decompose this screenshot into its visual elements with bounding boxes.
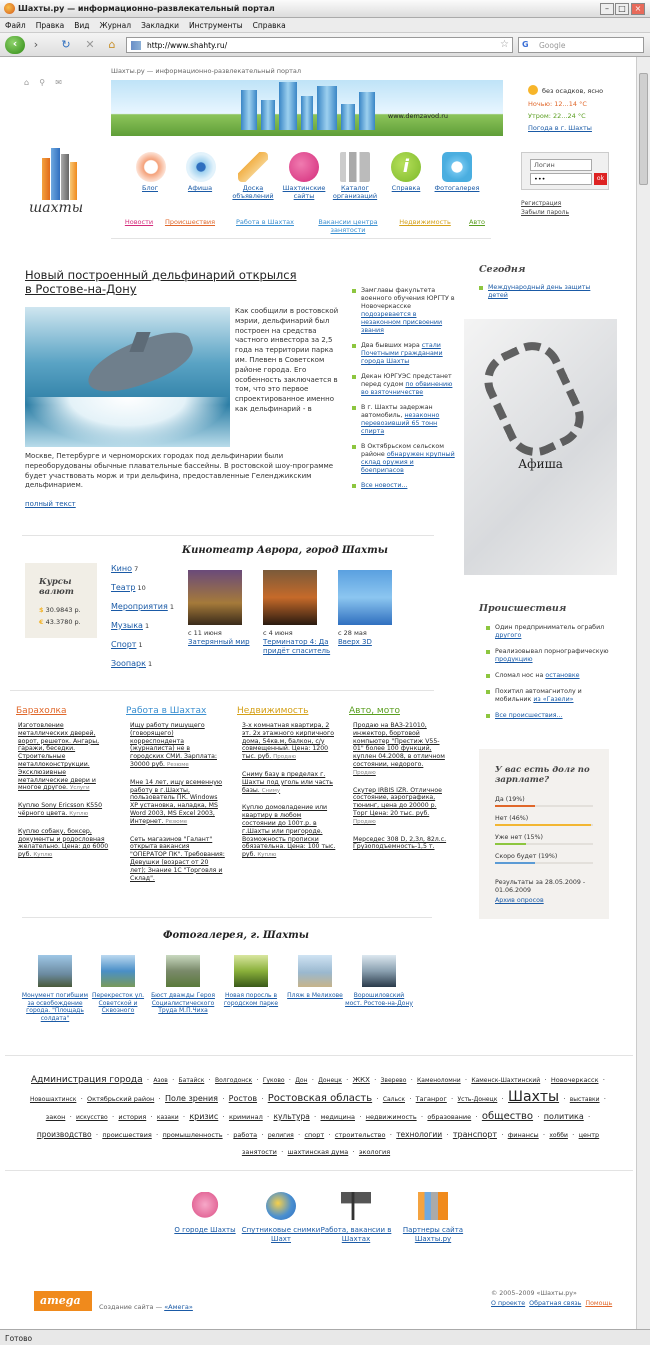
- tag-link[interactable]: шахтинская дума: [287, 1148, 349, 1156]
- side-news-link[interactable]: подозревается в незаконном присвоении звания: [361, 311, 443, 334]
- tag-link[interactable]: Администрация города: [31, 1075, 143, 1085]
- afisha-category-link[interactable]: Спорт: [111, 640, 137, 649]
- tag-link[interactable]: Новошахтинск: [29, 1096, 77, 1103]
- poll-option-track: [495, 843, 593, 845]
- poll-option-bar: [495, 824, 591, 826]
- movie-date: с 4 июня: [263, 629, 293, 637]
- gallery-title: Фотогалерея, г. Шахты: [163, 930, 309, 941]
- tag-cloud: Администрация города · Азов · Батайск · Волгодонск · Гуково · Дон · Донецк · ЖКХ · Зверево · Каменоломни · Каменск-Шахтинский · Новочеркасск · Новошахтинск · Октябрьский район · Поле зрения · Ростов · Ростовская область · Сальск · Таганрог · Усть-Донецк · Шахты · выставки · закон · искусство · история · казаки · кризис · криминал · культура · медицина · недвижимость · образование · общество · политика · производство · происшествия · промышленность · работа · религия · спорт · строительство · технологии · транспорт · финансы · хобби · центр занятости · шахтинская дума · экология: [29, 1075, 607, 1156]
- side-news-item: В г. Шахты задержан автомобиль, незаконно перевозивший 65 тонн спирта: [352, 404, 457, 436]
- register-link[interactable]: Регистрация: [521, 200, 562, 207]
- poster-up[interactable]: [338, 570, 392, 625]
- tag-link[interactable]: образование: [427, 1113, 472, 1121]
- classified-heading[interactable]: Недвижимость: [237, 706, 309, 716]
- tag-link[interactable]: кризис: [189, 1112, 219, 1121]
- incidents-list: [486, 624, 614, 728]
- window-title: Шахты.ру — информационно-развлекательный портал: [18, 4, 275, 13]
- weather-night: Ночью: 12...14 °C: [528, 100, 587, 108]
- tag-link[interactable]: история: [118, 1113, 147, 1121]
- site-logo[interactable]: [24, 140, 94, 215]
- close-window-button[interactable]: ×: [631, 3, 645, 15]
- menu-view[interactable]: Вид: [74, 21, 90, 30]
- afisha-category: [111, 582, 181, 594]
- gallery-caption[interactable]: Перекресток ул. Советской и Сквозного: [91, 992, 145, 1014]
- classified-item[interactable]: Ищу работу пишущего (говорящего) корреспондента (журналиста) не в городских СМИ. Зарплата: 30000 руб. Резюме: [130, 722, 217, 768]
- afisha-category: [111, 639, 181, 651]
- classified-item[interactable]: Продаю на ВАЗ-21010, инжектор, бортовой компьютер "Престиж V55-01" более 100 функций, куплен 04.2008, в отличном состоянии, недорого. Продаю: [353, 722, 445, 776]
- maximize-button[interactable]: □: [615, 3, 629, 15]
- tag-link[interactable]: Азов: [153, 1077, 168, 1084]
- story-text-bottom: Москве, Петербурге и черноморских городах под дельфинарии были переоборудованы обычные плавательные бассейны. В ростовской шоу-программе будет участвовать морж и три дельфина, предоставленные Геленджикским дельфинарием.: [25, 452, 334, 490]
- afisha-category-count: 10: [135, 584, 146, 592]
- tag-link[interactable]: политика: [543, 1112, 584, 1121]
- minimize-button[interactable]: –: [600, 3, 614, 15]
- forward-icon[interactable]: ›: [33, 38, 39, 51]
- tool-catalog[interactable]: Каталог организаций: [332, 184, 378, 200]
- menu-edit[interactable]: Правка: [35, 21, 65, 30]
- globe-icon[interactable]: [266, 1192, 296, 1220]
- eye-icon[interactable]: [186, 152, 216, 182]
- poll-box: [479, 749, 609, 919]
- classified-item[interactable]: Куплю Sony Ericsson K550 чёрного цвета. Куплю: [18, 802, 103, 817]
- gallery-caption[interactable]: Новая поросль в городском парке: [223, 992, 279, 1007]
- gallery-photo[interactable]: [234, 955, 268, 987]
- cat-news[interactable]: Новости: [124, 218, 154, 226]
- movie-date: с 11 июня: [188, 629, 222, 637]
- classified-column: [130, 722, 225, 891]
- story-text-side: Как сообщили в ростовской мэрии, дельфинарий был построен на средства частного инвестора за 2,5 года на территории парка им. Плевен в Советском районе города. Его особенность заключается в том, что это первое спроектированное именно как дельфинарий - в: [235, 307, 339, 413]
- incident-item: Сломал нос на остановке: [486, 672, 614, 680]
- tool-board[interactable]: Доска объявлений: [232, 184, 274, 200]
- side-news-item: Замглавы факультета военного обучения ЮРГТУ в Новочеркасске подозревается в незаконном присвоении звания: [352, 287, 457, 335]
- side-news-list: [352, 287, 457, 497]
- gallery-photo[interactable]: [101, 955, 135, 987]
- tag-link[interactable]: общество: [481, 1111, 534, 1122]
- all-incidents-item: Все происшествия...: [486, 712, 614, 720]
- password-input[interactable]: •••: [530, 173, 592, 185]
- all-news-item: [352, 482, 457, 490]
- classified-tag: Резюме: [167, 761, 189, 768]
- tag-link[interactable]: Октябрьский район: [87, 1095, 155, 1103]
- tag-link[interactable]: промышленность: [162, 1131, 223, 1139]
- classified-item[interactable]: Скутер IRBIS IZR. Отличное состояние, аэрографика, тюнинг, цена до 20000 р. Торг Цена: 20 тыс. руб. Продаю: [353, 786, 442, 825]
- gallery-caption[interactable]: Пляж в Мелихове: [287, 992, 343, 999]
- side-news-link[interactable]: обнаружен крупный склад оружия и боеприпасов: [361, 451, 455, 474]
- tag-link[interactable]: закон: [45, 1113, 66, 1121]
- classified-tag: Услуги: [69, 785, 90, 792]
- afisha-category-count: 1: [136, 641, 143, 649]
- classified-column: [18, 722, 113, 869]
- tag-link[interactable]: транспорт: [452, 1130, 498, 1139]
- gallery-photo[interactable]: [166, 955, 200, 987]
- afisha-category-link[interactable]: Театр: [111, 583, 136, 592]
- search-placeholder: Google: [539, 41, 566, 50]
- site-favicon: [131, 41, 141, 50]
- search-small-icon[interactable]: ⚲: [39, 78, 46, 87]
- poll-archive-link[interactable]: Архив опросов: [495, 897, 544, 904]
- gallery-photo[interactable]: [362, 955, 396, 987]
- tag-link[interactable]: искусство: [76, 1114, 108, 1121]
- tag-link[interactable]: криминал: [228, 1113, 263, 1121]
- classified-heading[interactable]: Авто, мото: [349, 706, 400, 716]
- footer-link[interactable]: Партнеры сайта Шахты.ру: [402, 1226, 464, 1243]
- poll-option-track: [495, 824, 593, 826]
- side-news-item: В Октябрьском сельском районе обнаружен крупный склад оружия и боеприпасов: [352, 443, 457, 475]
- classified-column: [242, 722, 337, 869]
- tag-link[interactable]: Каменоломни: [417, 1077, 461, 1084]
- cat-realty[interactable]: Недвижимость: [399, 218, 451, 226]
- afisha-category-count: 1: [142, 622, 150, 630]
- banner-ad[interactable]: [111, 80, 503, 136]
- heart-icon[interactable]: [190, 1192, 220, 1220]
- classified-tag: Продаю: [353, 769, 376, 776]
- footer-bottom-links: [491, 1300, 612, 1307]
- classified-item[interactable]: Сниму базу в пределах г. Шахты под уголь или часть базы. Сниму: [242, 770, 333, 794]
- poll-option-bar: [495, 843, 526, 845]
- afisha-category-count: 1: [145, 660, 153, 668]
- menu-bookmarks[interactable]: Закладки: [141, 21, 179, 30]
- afisha-category: [111, 620, 181, 632]
- gallery-photo[interactable]: [298, 955, 332, 987]
- classified-heading[interactable]: Работа в Шахтах: [126, 706, 207, 716]
- afisha-categories: [111, 563, 181, 677]
- tag-link[interactable]: выставки: [569, 1096, 600, 1103]
- side-news-item: Декан ЮРГУЭС предстанет перед судом по обвинению во взяточничестве: [352, 373, 457, 397]
- poster-terminator[interactable]: [263, 570, 317, 625]
- site-tagline: Шахты.ру — информационно-развлекательный портал: [111, 67, 302, 75]
- afisha-category: [111, 601, 181, 613]
- menu-help[interactable]: Справка: [252, 21, 286, 30]
- copyright: © 2005–2009 «Шахты.ру»: [491, 1290, 577, 1297]
- cat-incidents[interactable]: Происшествия: [164, 218, 216, 226]
- gallery-caption[interactable]: Ворошиловский мост. Ростов-на-Дону: [345, 992, 413, 1007]
- movie-title[interactable]: Затерянный мир: [188, 638, 250, 646]
- classified-tag: Резюме: [165, 818, 188, 825]
- poll-options: [495, 796, 593, 872]
- stop-icon[interactable]: ✕: [85, 38, 95, 51]
- tag-link[interactable]: Поле зрения: [165, 1094, 218, 1103]
- address-text: http://www.shahty.ru/: [147, 41, 228, 50]
- euro-icon: €: [39, 618, 44, 626]
- afisha-category-link[interactable]: Зоопарк: [111, 659, 146, 668]
- created-by: Создание сайта — «Амега»: [99, 1303, 193, 1311]
- dollar-icon: $: [39, 606, 44, 614]
- poll-title: У вас есть долг по зарплате?: [495, 765, 590, 785]
- tag-link[interactable]: религия: [267, 1132, 294, 1139]
- cat-auto[interactable]: Авто: [468, 218, 486, 226]
- classified-tag: Куплю: [33, 852, 53, 859]
- classified-item[interactable]: Мерседес 308 D, 2,3л, 82л.с. Грузоподъемность-1,5 т.: [353, 835, 447, 851]
- all-news-link[interactable]: Все новости...: [361, 482, 408, 489]
- main-headline[interactable]: Новый построенный дельфинарий открылся в Ростове-на-Дону: [25, 268, 297, 296]
- tag-link[interactable]: экология: [358, 1148, 391, 1156]
- cat-work[interactable]: Работа в Шахтах: [235, 218, 295, 226]
- mail-small-icon[interactable]: ✉: [55, 78, 62, 87]
- tag-link[interactable]: культура: [273, 1112, 310, 1121]
- incident-item: Реализовывал порнографическую продукцию: [486, 648, 614, 664]
- bookmark-star-icon[interactable]: ☆: [500, 39, 509, 50]
- poll-option-label: Уже нет (15%): [495, 834, 543, 841]
- side-news-link[interactable]: незаконно перевозивший 65 тонн спирта: [361, 412, 440, 435]
- incidents-title: Происшествия: [479, 603, 567, 614]
- dolphin-photo: [25, 307, 230, 447]
- firefox-icon: [4, 3, 15, 14]
- home-icon[interactable]: ⌂: [108, 38, 116, 51]
- poll-option-label: Да (19%): [495, 796, 525, 803]
- tag-link[interactable]: Донецк: [318, 1077, 342, 1084]
- menu-tools[interactable]: Инструменты: [189, 21, 243, 30]
- cat-vacancies[interactable]: Вакансии центра занятости: [318, 218, 378, 234]
- menu-file[interactable]: Файл: [5, 21, 26, 30]
- weather-morning: Утром: 22...24 °C: [528, 112, 586, 120]
- google-icon: G: [522, 40, 529, 49]
- sites-ball-icon[interactable]: [289, 152, 319, 182]
- forgot-password-link[interactable]: Забыли пароль: [521, 209, 570, 216]
- classified-tag: Куплю: [257, 852, 277, 859]
- classified-tag: Продаю: [353, 818, 376, 825]
- classified-column: [353, 722, 448, 860]
- tag-link[interactable]: Зверево: [380, 1077, 407, 1084]
- classified-tag: Куплю: [69, 810, 89, 817]
- header-mini-icons: [24, 78, 62, 87]
- footer-link[interactable]: О городе Шахты: [174, 1226, 236, 1234]
- tag-link[interactable]: финансы: [507, 1131, 539, 1139]
- partners-buildings-icon[interactable]: [418, 1192, 448, 1220]
- tag-link[interactable]: казаки: [156, 1114, 179, 1121]
- today-event: Международный день защиты детей: [479, 284, 609, 300]
- login-box: [521, 152, 609, 190]
- tag-link[interactable]: Волгодонск: [215, 1077, 253, 1084]
- home-small-icon[interactable]: ⌂: [24, 78, 30, 87]
- tag-link[interactable]: Усть-Донецк: [457, 1096, 498, 1103]
- afisha-label: Афиша: [518, 457, 563, 471]
- sun-icon: [528, 85, 538, 95]
- tag-link[interactable]: технологии: [396, 1130, 443, 1139]
- poll-option-label: Нет (46%): [495, 815, 529, 822]
- currency-rates: [25, 563, 97, 638]
- side-news-link[interactable]: стали Почетными гражданами города Шахты: [361, 342, 443, 365]
- footer-link[interactable]: Спутниковые снимки Шахт: [241, 1226, 321, 1243]
- poll-option-track: [495, 862, 593, 864]
- tag-link[interactable]: Гуково: [262, 1077, 285, 1084]
- incident-item: Один предприниматель ограбил другого: [486, 624, 614, 640]
- camera-icon[interactable]: [442, 152, 472, 182]
- tag-link[interactable]: работа: [233, 1131, 258, 1139]
- tag-link[interactable]: Ростов: [228, 1094, 258, 1103]
- weather-condition: без осадков, ясно: [542, 87, 604, 95]
- amega-link[interactable]: «Амега»: [164, 1303, 193, 1311]
- login-ok-button[interactable]: ok: [594, 173, 607, 185]
- tag-link[interactable]: Шахты: [508, 1089, 560, 1105]
- tag-link[interactable]: Новочеркасск: [550, 1076, 599, 1084]
- help-link[interactable]: Помощь: [585, 1300, 613, 1307]
- classified-item[interactable]: Сеть магазинов "Галант" открыта вакансия "ОПЕРАТОР ПК". Требования: Девушки (возраст от 20 лет); Знание 1С "Торговля и Склад".: [130, 835, 225, 882]
- classified-item[interactable]: Изготовление металлических дверей, ворот, решеток. Ангары, гаражи, беседки. Строительные металлоконструкции. Эксклюзивные металлические двери и многое другое. Услуги: [18, 722, 100, 792]
- movie-title[interactable]: Вверх 3D: [338, 638, 372, 646]
- poll-option-track: [495, 805, 593, 807]
- tag-link[interactable]: происшествия: [102, 1131, 152, 1139]
- tag-link[interactable]: Каменск-Шахтинский: [471, 1077, 541, 1084]
- incident-item: Похитил автомагнитолу и мобильник из «Газели»: [486, 688, 614, 704]
- afisha-category-link[interactable]: Мероприятия: [111, 602, 168, 611]
- classified-tag: Продаю: [273, 754, 296, 761]
- tag-link[interactable]: Таганрог: [415, 1095, 447, 1103]
- poll-option-bar: [495, 862, 535, 864]
- feedback-link[interactable]: Обратная связь: [529, 1300, 582, 1307]
- poll-option-bar: [495, 805, 535, 807]
- window-titlebar: [0, 0, 650, 18]
- tag-link[interactable]: медицина: [320, 1113, 356, 1121]
- gallery-caption[interactable]: Монумент погибшим за освобождение города. "Площадь солдата": [21, 992, 89, 1022]
- tag-link[interactable]: Сальск: [382, 1096, 405, 1103]
- classified-item[interactable]: Куплю домовладение или квартиру в любом состоянии до 100т.р. в г.Шахты или пригороде. Возможность прописки обязательна. Цена: 100 тыс. руб. Куплю: [242, 804, 336, 859]
- tool-help[interactable]: Справка: [391, 184, 421, 192]
- full-text-link[interactable]: полный текст: [25, 500, 76, 508]
- today-title: Сегодня: [479, 264, 526, 275]
- reload-icon[interactable]: ↻: [61, 38, 71, 51]
- afisha-category-link[interactable]: Музыка: [111, 621, 143, 630]
- afisha-category: [111, 563, 181, 575]
- tag-link[interactable]: Ростовская область: [267, 1093, 373, 1104]
- classified-tag: Сниму: [261, 787, 281, 794]
- navigation-toolbar: [0, 33, 650, 57]
- chair-icon[interactable]: [341, 1192, 371, 1220]
- gallery-caption[interactable]: Бюст дважды Героя Социалистического Труда М.П.Чиха: [151, 992, 215, 1014]
- side-news-item: Два бывших мэра стали Почетными гражданами города Шахты: [352, 342, 457, 366]
- classified-item[interactable]: Куплю собаку, боксер, документы и родословная желательно. Цена: до 6000 руб. Куплю: [18, 827, 109, 859]
- amega-logo[interactable]: amega: [34, 1291, 92, 1311]
- afisha-category-count: 7: [132, 565, 139, 573]
- poll-results: Результаты за 28.05.2009 - 01.06.2009: [495, 879, 586, 894]
- tag-link[interactable]: ЖКХ: [352, 1076, 370, 1084]
- afisha-banner[interactable]: [464, 319, 617, 575]
- tag-link[interactable]: строительство: [334, 1131, 386, 1139]
- footer-link[interactable]: Работа, вакансии в Шахтах: [320, 1226, 392, 1243]
- movie-title[interactable]: Терминатор 4: Да придёт спаситель: [263, 638, 331, 655]
- afisha-category-link[interactable]: Кино: [111, 564, 133, 573]
- tag-link[interactable]: спорт: [304, 1131, 325, 1139]
- tool-afisha[interactable]: Афиша: [187, 184, 213, 192]
- film-reel-icon: [475, 332, 594, 466]
- menu-history[interactable]: Журнал: [99, 21, 132, 30]
- info-icon[interactable]: i: [391, 152, 421, 182]
- afisha-category-count: 1: [167, 603, 174, 611]
- address-bar[interactable]: [126, 37, 513, 53]
- about-link[interactable]: О проекте: [491, 1300, 526, 1307]
- status-bar: Готово: [0, 1329, 650, 1345]
- poll-option-label: Скоро будет (19%): [495, 853, 558, 860]
- classified-heading[interactable]: Барахолка: [16, 706, 67, 716]
- tag-link[interactable]: центр занятости: [241, 1131, 600, 1156]
- usd-rate: $ 30.9843 р.: [39, 606, 81, 614]
- login-input[interactable]: Логин: [530, 159, 592, 171]
- tag-link[interactable]: производство: [36, 1130, 92, 1139]
- tool-sites[interactable]: Шахтинские сайты: [282, 184, 326, 200]
- catalog-icon[interactable]: [340, 152, 370, 182]
- tag-link[interactable]: Дон: [295, 1077, 308, 1084]
- poster-lost-world[interactable]: [188, 570, 242, 625]
- tool-gallery[interactable]: Фотогалерея: [434, 184, 480, 192]
- scrollbar-thumb[interactable]: [639, 73, 648, 185]
- side-news-link[interactable]: по обвинению во взяточничестве: [361, 381, 453, 396]
- cinema-title: Кинотеатр Аврора, город Шахты: [182, 545, 388, 556]
- gallery-photo[interactable]: [38, 955, 72, 987]
- eur-rate: € 43.3780 р.: [39, 618, 81, 626]
- blog-icon[interactable]: [136, 152, 166, 182]
- weather-link[interactable]: Погода в г. Шахты: [528, 124, 592, 132]
- tag-link[interactable]: хобби: [549, 1132, 568, 1139]
- classified-item[interactable]: 3-х комнатная квартира, 2 эт. 2х этажного кирпичного дома, 54кв.м, балкон, с/у совмещенный. Цена: 1200 тыс. руб. Продаю: [242, 722, 334, 761]
- menu-bar: [0, 18, 650, 33]
- vertical-scrollbar[interactable]: [636, 57, 650, 1329]
- afisha-category: [111, 658, 181, 670]
- tag-link[interactable]: Батайск: [178, 1077, 205, 1084]
- pencil-icon[interactable]: [238, 152, 268, 182]
- search-box[interactable]: [518, 37, 644, 53]
- tool-blog[interactable]: Блог: [141, 184, 158, 192]
- banner-url: www.demzavod.ru: [387, 112, 448, 120]
- back-icon[interactable]: ‹: [5, 36, 25, 54]
- tag-link[interactable]: недвижимость: [365, 1113, 417, 1121]
- logo-text: шахты: [29, 200, 84, 216]
- rates-title: Курсы валют: [39, 577, 74, 597]
- movie-date: с 28 мая: [338, 629, 367, 637]
- classified-item[interactable]: Мне 14 лет, ищу всеменную работу в г.Шахты, пользователь ПК. Windows XP установка, наладка, MS Word 2003, MS Excel 2003, Интернет. Резюме: [130, 778, 223, 825]
